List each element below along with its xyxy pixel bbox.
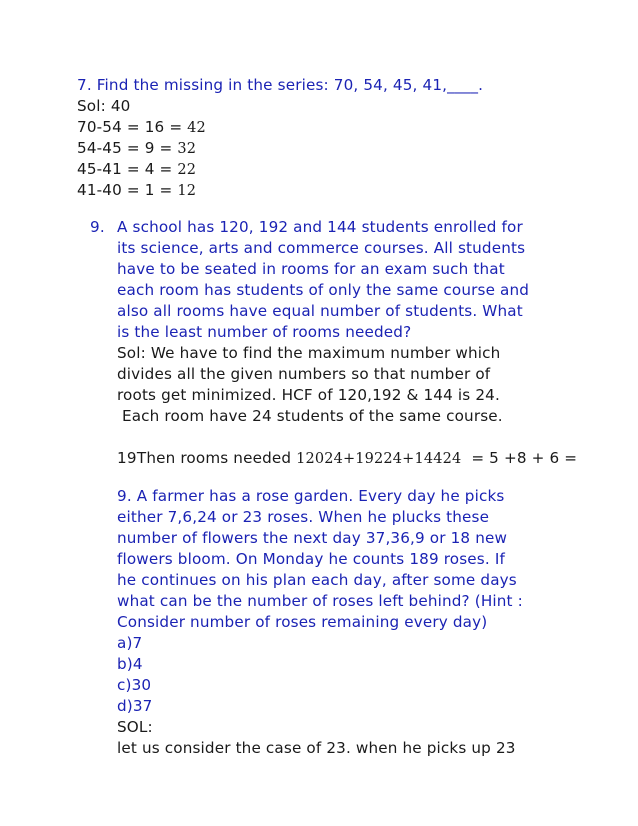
q7-row bbox=[77, 117, 206, 139]
q9b-option: d)37 bbox=[117, 697, 153, 715]
q9a-question-line: also all rooms have equal number of students. What bbox=[117, 302, 523, 320]
q9b-question-line: Consider number of roses remaining every day) bbox=[117, 613, 488, 631]
q9a-solution-line: Each room have 24 students of the same course. bbox=[117, 407, 503, 425]
q9a-question-line: have to be seated in rooms for an exam such that bbox=[117, 260, 505, 278]
q9b-question-line: flowers bloom. On Monday he counts 189 roses. If bbox=[117, 550, 505, 568]
q7-row-rhs: 12 bbox=[177, 183, 197, 199]
q9a-question-line: each room has students of only the same course and bbox=[117, 281, 530, 299]
q9b-option: c)30 bbox=[117, 676, 152, 694]
q9a-rooms-total: 19 bbox=[117, 449, 137, 467]
q7-title: 7. Find the missing in the series: 70, 54, 45, 41,____. bbox=[77, 76, 484, 94]
q7-solution: Sol: 40 bbox=[77, 97, 131, 115]
q7-row-rhs: 32 bbox=[177, 141, 197, 157]
q9a-question-line: is the least number of rooms needed? bbox=[117, 323, 412, 341]
q9a-rooms-suffix: = 5 +8 + 6 = bbox=[461, 449, 578, 467]
q9b-question-line: number of flowers the next day 37,36,9 or 18 new bbox=[117, 529, 508, 547]
q9b-question-line: 9. A farmer has a rose garden. Every day he picks bbox=[117, 487, 505, 505]
q9a-solution-line: Sol: We have to find the maximum number which bbox=[117, 344, 501, 362]
q9a-rooms-line bbox=[117, 427, 577, 491]
q9a-solution-line: roots get minimized. HCF of 120,192 & 144 is 24. bbox=[117, 386, 500, 404]
q7-row-rhs: 42 bbox=[187, 120, 206, 136]
q7-row bbox=[77, 138, 196, 160]
q9b-option: b)4 bbox=[117, 655, 143, 673]
q9a-number: 9. bbox=[90, 218, 105, 236]
q9a-question-line: its science, arts and commerce courses. All students bbox=[117, 239, 526, 257]
q7-row-lhs: 54-45 = 9 = bbox=[77, 139, 178, 157]
q7-row-lhs: 45-41 = 4 = bbox=[77, 160, 178, 178]
q9b-question-line: he continues on his plan each day, after some days bbox=[117, 571, 517, 589]
q7-row bbox=[77, 159, 196, 181]
q9a-question-line: A school has 120, 192 and 144 students enrolled for bbox=[117, 218, 523, 236]
q9b-sol-label: SOL: bbox=[117, 718, 153, 736]
q9b-question-line: either 7,6,24 or 23 roses. When he plucks these bbox=[117, 508, 490, 526]
q9a-solution-line: divides all the given numbers so that number of bbox=[117, 365, 491, 383]
q9b-sol-line: let us consider the case of 23. when he picks up 23 bbox=[117, 739, 516, 757]
q9a-rooms-prefix: Then rooms needed bbox=[136, 449, 297, 467]
q7-row bbox=[77, 180, 196, 202]
q9a-rooms-expression: 12024+19224+14424 bbox=[296, 451, 462, 467]
q7-row-rhs: 22 bbox=[177, 162, 197, 178]
q7-row-lhs: 41-40 = 1 = bbox=[77, 181, 178, 199]
q7-row-lhs: 70-54 = 16 = bbox=[77, 118, 188, 136]
q9b-question-line: what can be the number of roses left behind? (Hint : bbox=[117, 592, 523, 610]
q9b-option: a)7 bbox=[117, 634, 143, 652]
